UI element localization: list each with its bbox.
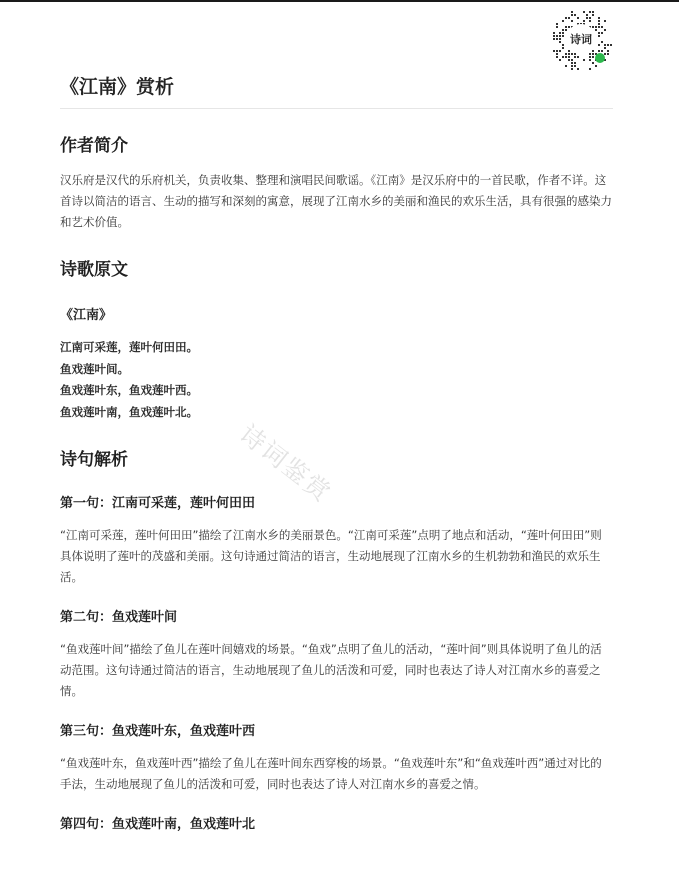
poem-line: 江南可采莲，莲叶何田田。 — [60, 340, 198, 354]
poem-text — [60, 337, 613, 423]
author-heading: 作者简介 — [60, 136, 128, 156]
top-border-line — [0, 0, 679, 2]
poem-line: 鱼戏莲叶南，鱼戏莲叶北。 — [60, 404, 198, 419]
qr-code-icon — [548, 6, 614, 72]
analysis-line2-heading: 第二句：鱼戏莲叶间 — [60, 610, 178, 625]
original-heading: 诗歌原文 — [60, 260, 128, 280]
analysis-line1-heading: 第一句：江南可采莲，莲叶何田田 — [60, 496, 256, 511]
analysis-line4-heading: 第四句：鱼戏莲叶南，鱼戏莲叶北 — [60, 817, 256, 832]
analysis-heading: 诗句解析 — [60, 450, 128, 470]
analysis-line3-heading: 第三句：鱼戏莲叶东，鱼戏莲叶西 — [60, 724, 256, 739]
watermark: 诗词鉴赏 — [234, 418, 338, 509]
poem-title: 《江南》 — [60, 308, 113, 323]
document-content — [60, 72, 613, 832]
poem-line: 鱼戏莲叶东，鱼戏莲叶西。 — [60, 383, 198, 397]
page-title: 《江南》赏析 — [60, 72, 613, 109]
analysis-line2-body: “鱼戏莲叶间”描绘了鱼儿在莲叶间嬉戏的场景。“鱼戏”点明了鱼儿的活动，“莲叶间”则具体说明了鱼儿的活动范围。这句诗通过简洁的语言，生动地展现了鱼儿的活泼和可爱，同时也表达了诗人对江南水乡的喜爱之情。 — [60, 642, 602, 698]
analysis-line1-body: “江南可采莲，莲叶何田田”描绘了江南水乡的美丽景色。“江南可采莲”点明了地点和活动，“莲叶何田田”则具体说明了莲叶的茂盛和美丽。这句诗通过简洁的语言，生动地展现了江南水乡的生机勃勃和渔民的欢乐生活。 — [60, 528, 602, 584]
poem-line: 鱼戏莲叶间。 — [60, 361, 129, 376]
author-paragraph: 汉乐府是汉代的乐府机关，负责收集、整理和演唱民间歌谣。《江南》是汉乐府中的一首民歌，作者不详。这首诗以简洁的语言、生动的描写和深刻的寓意，展现了江南水乡的美丽和渔民的欢乐生活，具有很强的感染力和艺术价值。 — [60, 173, 612, 229]
analysis-line3-body: “鱼戏莲叶东，鱼戏莲叶西”描绘了鱼儿在莲叶间东西穿梭的场景。“鱼戏莲叶东”和“鱼戏莲叶西”通过对比的手法，生动地展现了鱼儿的活泼和可爱，同时也表达了诗人对江南水乡的喜爱之情。 — [60, 756, 602, 791]
logo-text: 诗词 — [570, 33, 592, 46]
qr-code-logo — [548, 6, 614, 72]
